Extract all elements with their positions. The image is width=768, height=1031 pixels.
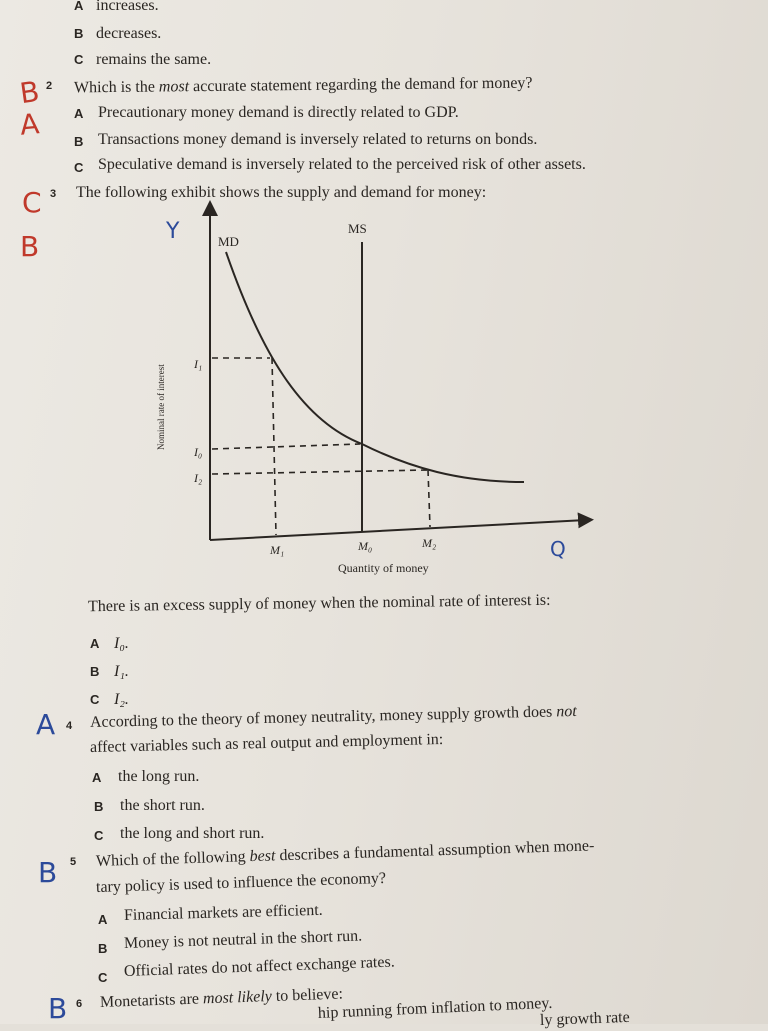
handwritten-y-axis-label: Y: [166, 219, 180, 244]
q6-partial-line-b: ly growth rate: [539, 1008, 630, 1029]
q3-option-a-text: I₀.: [114, 635, 129, 652]
q2-number: 2: [46, 80, 53, 92]
q5-handwritten-note: B: [38, 856, 58, 889]
q2-option-a-text: Precautionary money demand is directly related to GDP.: [98, 104, 459, 121]
y-tick-i2: I₂: [194, 471, 203, 485]
q6-number: 6: [76, 998, 83, 1010]
q3-number: 3: [50, 188, 57, 200]
m2-vertical-dash: [428, 470, 430, 527]
q4-option-c-letter: C: [94, 828, 104, 843]
q2-handwritten-note-2: A: [18, 107, 41, 142]
q2-option-b-letter: B: [74, 134, 84, 149]
q1-option-a-letter: A: [74, 0, 84, 13]
q2-option-c-letter: C: [74, 160, 84, 175]
q1-option-b-letter: B: [74, 26, 84, 41]
x-axis: [210, 520, 586, 540]
q5-stem-line1: Which of the following best describes a fundamental assumption when mone-: [95, 837, 595, 870]
q3-option-c-text: I₂.: [114, 691, 129, 708]
y-tick-i1: I₁: [194, 357, 203, 371]
q5-option-a-text: Financial markets are efficient.: [123, 901, 323, 924]
q6-partial-line-a: hip running from inflation to money.: [317, 994, 553, 1022]
q3-handwritten-note-2: B: [20, 230, 40, 263]
x-tick-m0: M₀: [358, 539, 373, 553]
ms-label: MS: [348, 221, 367, 236]
q5-stem-line2: tary policy is used to influence the economy?: [95, 869, 387, 896]
q3-handwritten-note-1: C: [22, 186, 42, 219]
q4-number: 4: [66, 720, 73, 732]
q5-option-b-text: Money is not neutral in the short run.: [123, 927, 363, 952]
q3-stem: The following exhibit shows the supply and demand for money:: [76, 184, 487, 201]
q4-option-b-letter: B: [94, 799, 104, 814]
q3-option-c-letter: C: [90, 692, 100, 707]
q6-stem: Monetarists are most likely to believe:: [99, 985, 344, 1011]
q1-option-a-text: increases.: [96, 0, 159, 14]
i0-horizontal-dash: [212, 444, 360, 449]
q2-stem: Which is the most accurate statement regarding the demand for money?: [73, 74, 533, 97]
q5-option-c-text: Official rates do not affect exchange rates.: [123, 953, 395, 980]
x-axis-label: Quantity of money: [338, 561, 429, 575]
q4-option-b-text: the short run.: [120, 797, 205, 814]
q4-option-c-text: the long and short run.: [120, 825, 265, 842]
q4-stem-line2: affect variables such as real output and employment in:: [89, 730, 444, 756]
x-tick-m1: M₁: [270, 543, 285, 557]
q2-handwritten-note-1: B: [17, 74, 42, 111]
i2-horizontal-dash: [212, 470, 428, 474]
x-tick-m2: M₂: [422, 536, 437, 550]
q3-option-b-text: I₁.: [114, 663, 129, 680]
q5-number: 5: [70, 856, 77, 868]
q3-question: There is an excess supply of money when the nominal rate of interest is:: [87, 591, 551, 616]
q2-option-c-text: Speculative demand is inversely related to the perceived risk of other assets.: [98, 156, 586, 173]
q4-option-a-letter: A: [92, 770, 102, 785]
md-label: MD: [218, 234, 239, 249]
q3-option-a-letter: A: [90, 636, 100, 651]
q2-option-a-letter: A: [74, 106, 84, 121]
q1-option-b-text: decreases.: [96, 25, 162, 42]
q3-option-b-letter: B: [90, 664, 100, 679]
q4-option-a-text: the long run.: [118, 768, 200, 785]
y-axis-label: Nominal rate of interest: [156, 364, 166, 450]
q2-option-b-text: Transactions money demand is inversely related to returns on bonds.: [98, 131, 538, 148]
q5-option-c-letter: C: [98, 970, 108, 985]
q5-option-a-letter: A: [98, 912, 108, 927]
q5-option-b-letter: B: [98, 941, 108, 956]
q4-stem-line1: According to the theory of money neutrality, money supply growth does not: [89, 702, 577, 731]
q1-option-c-letter: C: [74, 52, 84, 67]
q1-option-c-text: remains the same.: [96, 51, 212, 68]
y-tick-i0: I₀: [194, 445, 203, 459]
q6-handwritten-note: B: [48, 992, 68, 1025]
q4-handwritten-note: A: [36, 708, 56, 741]
handwritten-x-axis-label: Q: [550, 537, 566, 561]
